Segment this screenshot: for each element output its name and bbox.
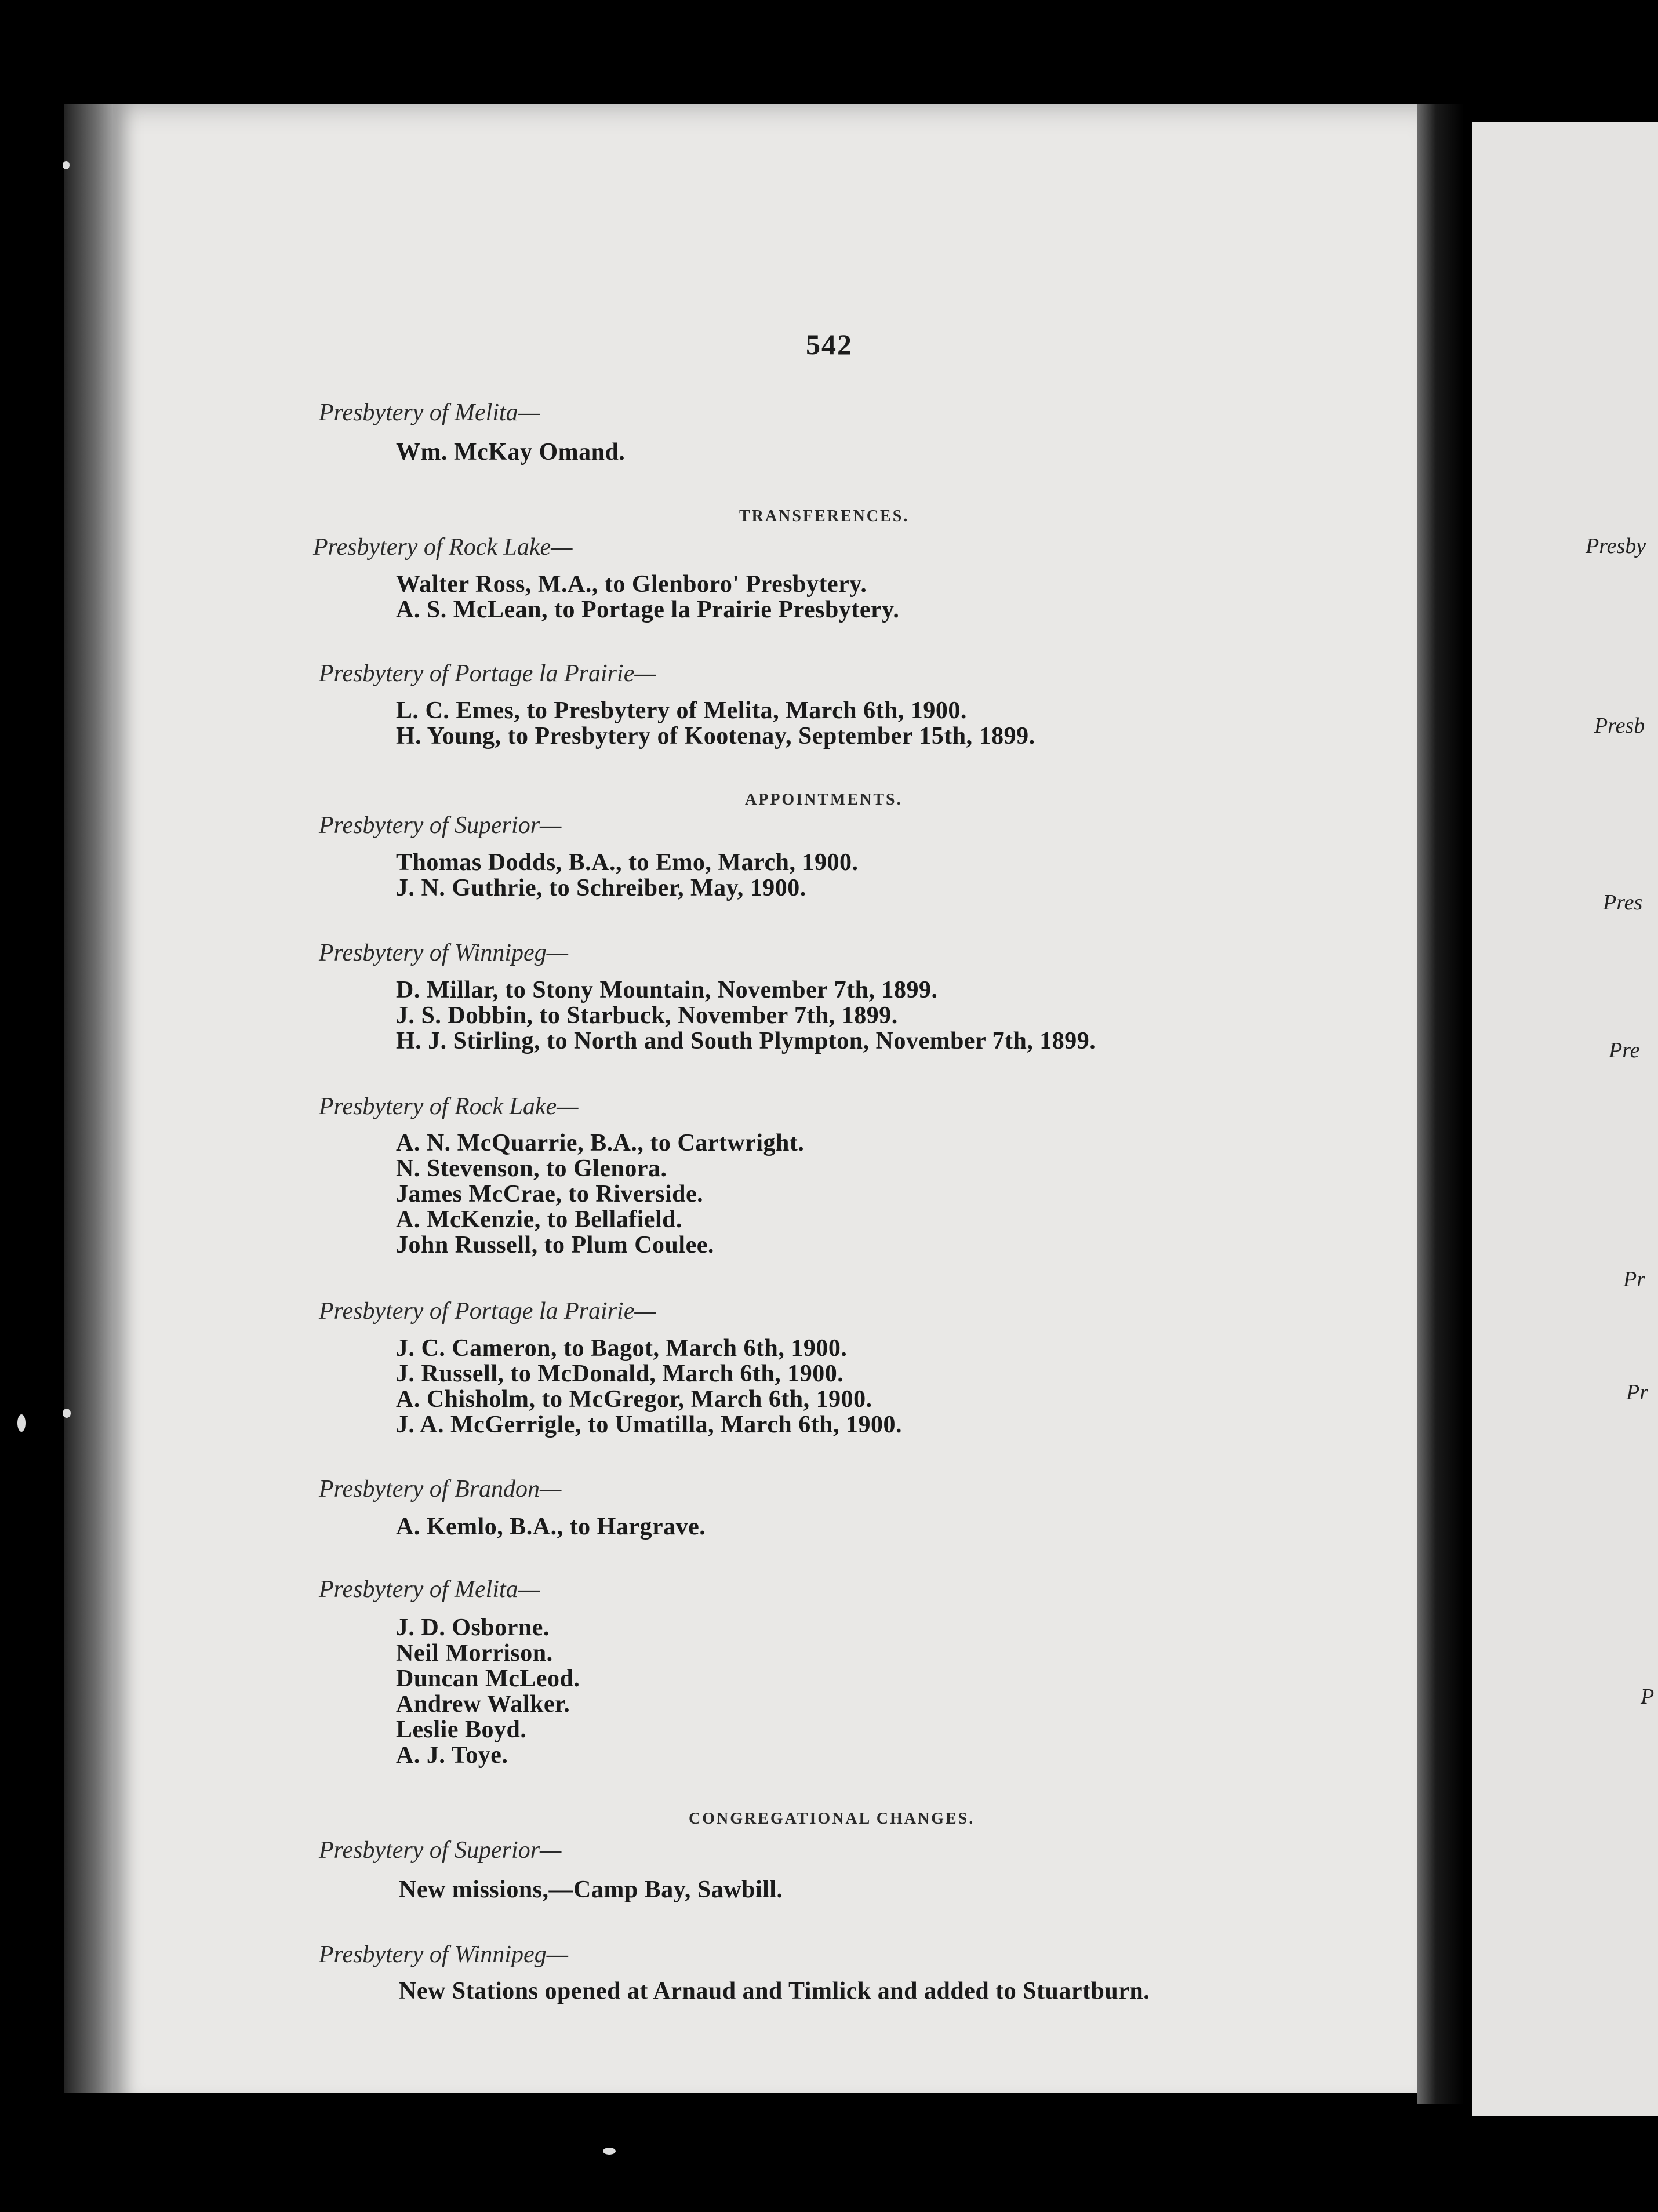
facing-fragment: P	[1641, 1685, 1655, 1709]
presbytery-heading: Presbytery of Portage la Prairie—	[319, 1298, 656, 1325]
entry: Duncan McLeod.	[396, 1665, 580, 1692]
presbytery-heading: Presbytery of Melita—	[319, 399, 540, 426]
facing-fragment: Presb	[1594, 714, 1645, 738]
entry: Andrew Walker.	[396, 1691, 570, 1718]
entry: H. Young, to Presbytery of Kootenay, September 15th, 1899.	[396, 723, 1035, 750]
facing-fragment: Pre	[1609, 1038, 1640, 1063]
entry: D. Millar, to Stony Mountain, November 7th, 1899.	[396, 977, 938, 1003]
presbytery-heading: Presbytery of Superior—	[319, 1837, 562, 1864]
facing-page	[1472, 122, 1658, 2116]
entry-list	[399, 1978, 1150, 2004]
entry: A. J. Toye.	[396, 1742, 508, 1769]
entry-list	[396, 977, 1096, 1054]
entry-list	[396, 572, 899, 623]
entry: New Stations opened at Arnaud and Timlick and added to Stuartburn.	[399, 1978, 1150, 2004]
scan-speck	[63, 1409, 71, 1418]
presbytery-heading: Presbytery of Winnipeg—	[319, 1941, 569, 1968]
facing-fragment: Pr	[1626, 1380, 1648, 1405]
entry-list	[396, 1336, 902, 1438]
scan-speck	[63, 161, 70, 169]
presbytery-heading: Presbytery of Rock Lake—	[313, 534, 573, 561]
entry-list	[399, 1877, 783, 1902]
entry: Wm. McKay Omand.	[396, 439, 626, 465]
entry: A. McKenzie, to Bellafield.	[396, 1206, 683, 1233]
entry: J. Russell, to McDonald, March 6th, 1900.	[396, 1360, 844, 1387]
entry-list	[396, 698, 1035, 749]
presbytery-heading: Presbytery of Winnipeg—	[319, 940, 569, 966]
entry: John Russell, to Plum Coulee.	[396, 1232, 714, 1258]
entry: N. Stevenson, to Glenora.	[396, 1155, 667, 1182]
entry: Leslie Boyd.	[396, 1716, 527, 1743]
book-gutter	[1417, 104, 1464, 2104]
entry: James McCrae, to Riverside.	[396, 1181, 704, 1207]
entry: A. Kemlo, B.A., to Hargrave.	[396, 1514, 706, 1540]
entry-list	[396, 850, 858, 901]
entry: Walter Ross, M.A., to Glenboro' Presbytery.	[396, 571, 867, 598]
presbytery-heading: Presbytery of Brandon—	[319, 1476, 562, 1502]
presbytery-heading: Presbytery of Melita—	[319, 1576, 540, 1603]
entry: J. A. McGerrigle, to Umatilla, March 6th, 1900.	[396, 1411, 903, 1438]
section-title: CONGREGATIONAL CHANGES.	[689, 1810, 975, 1828]
entry: J. N. Guthrie, to Schreiber, May, 1900.	[396, 875, 806, 901]
entry: H. J. Stirling, to North and South Plympton, November 7th, 1899.	[396, 1028, 1096, 1054]
entry: A. N. McQuarrie, B.A., to Cartwright.	[396, 1130, 805, 1156]
presbytery-heading: Presbytery of Superior—	[319, 812, 562, 839]
page-number: 542	[806, 328, 853, 361]
presbytery-heading: Presbytery of Portage la Prairie—	[319, 660, 656, 687]
entry: Neil Morrison.	[396, 1640, 553, 1667]
facing-fragment: Pr	[1623, 1267, 1645, 1291]
section-title: APPOINTMENTS.	[745, 791, 903, 809]
presbytery-heading: Presbytery of Rock Lake—	[319, 1093, 579, 1120]
entry: New missions,—Camp Bay, Sawbill.	[399, 1876, 783, 1903]
entry: A. Chisholm, to McGregor, March 6th, 1900.	[396, 1386, 872, 1413]
facing-fragment: Pres	[1603, 890, 1643, 915]
entry: A. S. McLean, to Portage la Prairie Presbytery.	[396, 596, 900, 623]
facing-fragment: Presby	[1586, 534, 1646, 558]
entry-list	[396, 439, 625, 465]
entry: L. C. Emes, to Presbytery of Melita, March 6th, 1900.	[396, 697, 967, 724]
scan-speck	[603, 2148, 616, 2155]
entry-list	[396, 1615, 580, 1768]
entry-list	[396, 1514, 706, 1540]
entry: J. D. Osborne.	[396, 1614, 550, 1641]
entry: Thomas Dodds, B.A., to Emo, March, 1900.	[396, 849, 859, 876]
section-title: TRANSFERENCES.	[739, 507, 910, 525]
entry: J. C. Cameron, to Bagot, March 6th, 1900.	[396, 1335, 848, 1362]
page-left-edge-shadow	[64, 104, 116, 2093]
book-page	[113, 104, 1417, 2093]
entry-list	[396, 1130, 804, 1258]
scan-speck	[17, 1414, 26, 1432]
entry: J. S. Dobbin, to Starbuck, November 7th, 1899.	[396, 1002, 898, 1029]
